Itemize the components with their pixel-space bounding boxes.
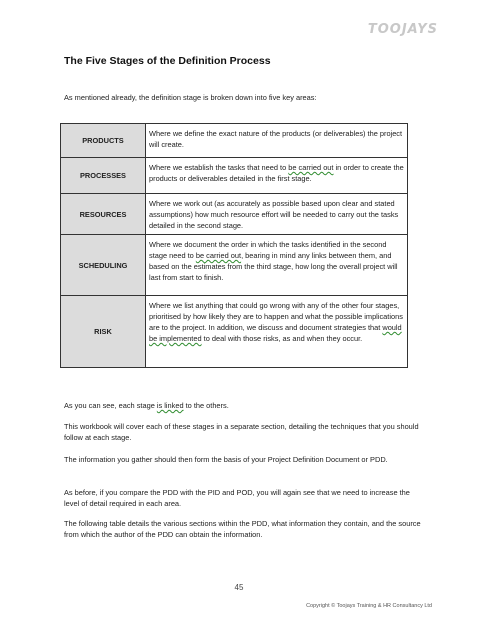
stage-description — [146, 296, 408, 368]
desc-text: Where we establish the tasks that need to — [149, 163, 289, 172]
pdd-paragraph: The information you gather should then form the basis of your Project Definition Document or PDD. — [64, 455, 388, 464]
stage-description: Where we work out (as accurately as possible based upon clear and stated assumptions) how much resource effort will be needed to carry out the tasks detailed in the second stage. — [146, 194, 408, 235]
stage-description — [146, 158, 408, 194]
table-row — [61, 235, 408, 296]
table-row — [61, 194, 408, 235]
page-heading: The Five Stages of the Definition Process — [64, 55, 271, 67]
stages-table — [60, 123, 408, 368]
copyright-footer: Copyright © Toojays Training & HR Consultancy Ltd — [306, 603, 432, 609]
desc-text: , bearing in mind any links between them, and based on the estimates from the third stage, how long the overall project will last from start to finish. — [149, 251, 398, 282]
para-text: to the others. — [183, 401, 229, 410]
workbook-paragraph: This workbook will cover each of these stages in a separate section, detailing the techniques that you should follow at each stage. — [64, 422, 419, 442]
desc-text: to deal with those risks, as and when they occur. — [201, 334, 363, 343]
stage-label: RISK — [61, 296, 146, 368]
para-text: As you can see, each stage — [64, 401, 157, 410]
stage-description — [146, 235, 408, 296]
intro-paragraph: As mentioned already, the definition stage is broken down into five key areas: — [64, 93, 317, 102]
toojays-logo: TOOJAYS — [367, 22, 438, 37]
stage-label: RESOURCES — [61, 194, 146, 235]
stage-label: PRODUCTS — [61, 124, 146, 158]
stage-description: Where we define the exact nature of the products (or deliverables) the project will create. — [146, 124, 408, 158]
grammar-flagged-text: be carried out — [288, 163, 334, 172]
table-intro-paragraph: The following table details the various sections within the PDD, what information they contain, and the source from which the author of the PDD can obtain the information. — [64, 519, 421, 539]
grammar-flagged-text: would be implemented — [149, 323, 402, 343]
comparison-paragraph: As before, if you compare the PDD with the PID and POD, you will again see that we need to increase the level of detail required in each area. — [64, 488, 410, 508]
stage-label: PROCESSES — [61, 158, 146, 194]
stage-label: SCHEDULING — [61, 235, 146, 296]
table-row — [61, 296, 408, 368]
desc-text: in order to create the products or deliverables detailed in the first stage. — [149, 163, 404, 183]
linked-paragraph — [64, 400, 424, 411]
table-row — [61, 124, 408, 158]
grammar-flagged-text: is linked — [156, 401, 184, 410]
desc-text: Where we list anything that could go wrong with any of the other four stages, prioritised by how likely they are to happen and what the possible implications are to the project. In addition, we discuss and document strategies that — [149, 301, 403, 332]
table-row — [61, 158, 408, 194]
grammar-flagged-text: be carried out — [195, 251, 242, 260]
page-number: 45 — [234, 583, 244, 592]
desc-text: Where we document the order in which the tasks identified in the second stage need to — [149, 240, 387, 260]
